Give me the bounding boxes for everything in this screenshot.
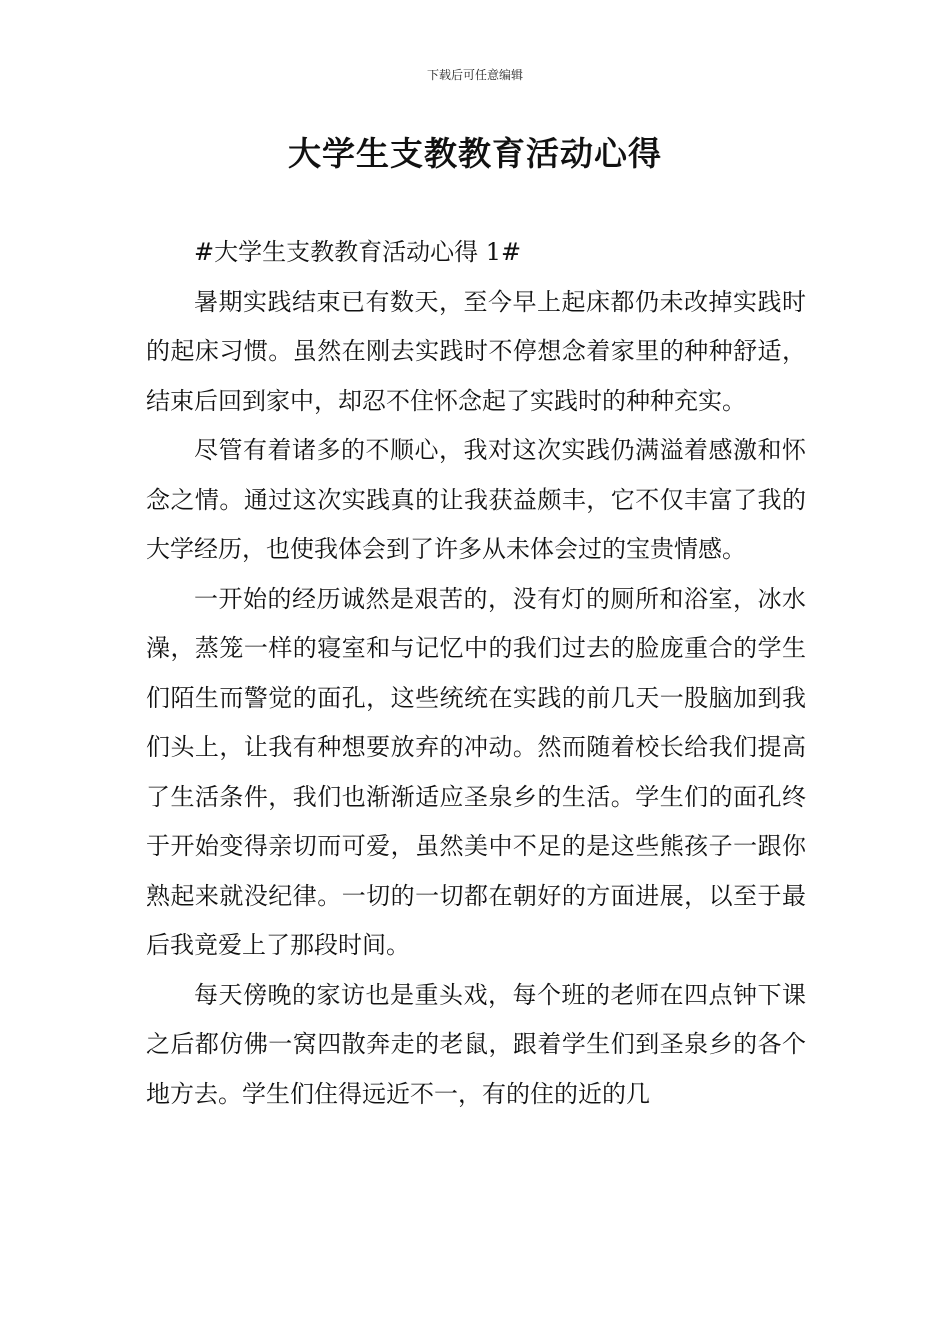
- section-heading: #大学生支教教育活动心得 1#: [194, 238, 522, 266]
- paragraph-2: 尽管有着诸多的不顺心，我对这次实践仍满溢着感激和怀念之情。通过这次实践真的让我获益颇丰，它不仅丰富了我的大学经历，也使我体会到了许多从未体会过的宝贵情感。: [146, 436, 806, 563]
- header-note: 下载后可任意编辑: [426, 68, 523, 82]
- paragraph-3: 一开始的经历诚然是艰苦的，没有灯的厕所和浴室，冰水澡，蒸笼一样的寝室和与记忆中的我们过去的脸庞重合的学生们陌生而警觉的面孔，这些统统在实践的前几天一股脑加到我们头上，让我有种想要放弃的冲动。然而随着校长给我们提高了生活条件，我们也渐渐适应圣泉乡的生活。学生们的面孔终于开始变得亲切而可爱，虽然美中不足的是这些熊孩子一跟你熟起来就没纪律。一切的一切都在朝好的方面进展，以至于最后我竟爱上了那段时间。: [146, 584, 806, 959]
- paragraph-1: 暑期实践结束已有数天，至今早上起床都仍未改掉实践时的起床习惯。虽然在刚去实践时不停想念着家里的种种舒适，结束后回到家中，却忍不住怀念起了实践时的种种充实。: [146, 287, 806, 415]
- paragraph-4: 每天傍晚的家访也是重头戏，每个班的老师在四点钟下课之后都仿佛一窝四散奔走的老鼠，跟着学生们到圣泉乡的各个地方去。学生们住得远近不一，有的住的近的几: [146, 980, 806, 1108]
- document-body: [146, 228, 806, 1119]
- document-title: 大学生支教教育活动心得: [288, 134, 662, 173]
